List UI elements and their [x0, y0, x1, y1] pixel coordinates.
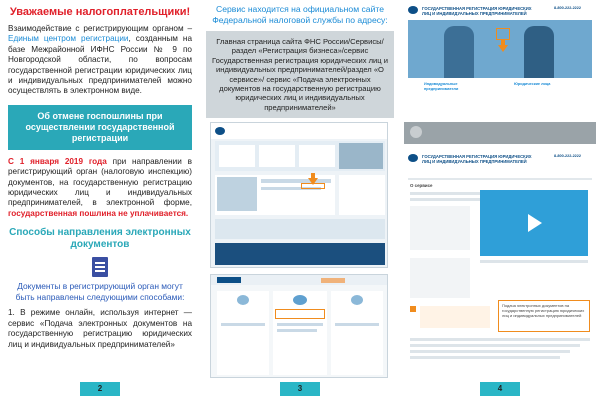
shot1-phone: 8-800-222-2222	[554, 6, 582, 10]
page-number: 4	[480, 382, 520, 396]
fns-logo-icon	[408, 154, 418, 162]
panel1-title: Уважаемые налогоплательщики!	[9, 6, 191, 18]
play-icon	[528, 214, 542, 232]
fns-homepage-screenshot	[210, 122, 388, 268]
page-number: 2	[80, 382, 120, 396]
shot2-phone: 8-800-222-2222	[554, 154, 582, 158]
shot2-callout[interactable]: Подача электронных документов на государственную регистрацию юридических лиц и индивидуальных предпринимателей	[502, 303, 585, 318]
about-service-screenshot	[404, 150, 596, 380]
fee-box-title: Об отмене госпошлины при осуществлении государственной регистрации	[8, 105, 192, 150]
panel1-intro	[8, 24, 192, 97]
business-services-screenshot	[210, 274, 388, 378]
arrow-down-icon	[498, 45, 508, 52]
fee-date: С 1 января 2019 года	[8, 156, 107, 166]
intro-text-b: , созданным на базе Межрайонной ИФНС России № 9 по Новгородской области, по вопросам государственной регистрации юридических лиц и индивидуальных предпринимателей можно осуществлять в электронном виде.	[8, 34, 192, 96]
fee-paragraph	[8, 157, 192, 219]
shot1-header: ГОСУДАРСТВЕННАЯ РЕГИСТРАЦИЯ ЮРИДИЧЕСКИХ ЛИЦ И ИНДИВИДУАЛЬНЫХ ПРЕДПРИНИМАТЕЛЕЙ	[422, 6, 532, 16]
service-path: Главная страница сайта ФНС России/Сервисы/ раздел «Регистрация бизнеса»/сервис Государственная регистрация юридических лиц и индивидуальных предпринимателей/раздел «О сервисе»/ сервис «Подача электронных документов на государственную регистрацию юридических лиц и индивидуальных предпринимателей»	[206, 31, 394, 118]
ways-title: Способы направления электронных документов	[9, 227, 191, 251]
shot2-header: ГОСУДАРСТВЕННАЯ РЕГИСТРАЦИЯ ЮРИДИЧЕСКИХ ЛИЦ И ИНДИВИДУАЛЬНЫХ ПРЕДПРИНИМАТЕЛЕЙ	[422, 154, 532, 164]
shot1-left-label: Индивидуальные предприниматели	[424, 82, 459, 91]
ways-subtitle: Документы в регистрирующий орган могут быть направлены следующими способами:	[15, 281, 185, 302]
man-figure	[444, 26, 474, 78]
highlight-about-link	[496, 28, 510, 40]
intro-link[interactable]: Единым центром регистрации	[8, 34, 129, 44]
registration-service-screenshot	[404, 2, 596, 106]
site-header	[211, 123, 387, 139]
arrow-down-icon	[308, 178, 318, 185]
fns-logo-icon	[408, 6, 418, 14]
document-icon	[92, 257, 108, 277]
panel-right	[400, 0, 600, 400]
shot2-section: О сервисе	[410, 183, 433, 188]
panel-middle	[200, 0, 400, 400]
page-number: 3	[280, 382, 320, 396]
shot1-right-label: Юридические лица	[514, 82, 551, 86]
fee-text: при направлении в регистрирующий орган (налоговую инспекцию) документов, на государственную регистрацию юридических лиц и индивидуальных предпринимателей, в электронной форме,	[8, 156, 192, 208]
fns-logo-icon	[215, 127, 225, 135]
panel-left	[0, 0, 200, 400]
fee-note: государственная пошлина не уплачивается.	[8, 208, 189, 218]
woman-figure	[524, 26, 554, 78]
way-item-1: 1. В режиме онлайн, используя интернет — сервис «Подача электронных документов на государственную регистрацию юридических лиц и индивидуальных предпринимателей»	[8, 308, 192, 349]
service-heading: Сервис находится на официальном сайте Федеральной налоговой службы по адресу:	[212, 4, 388, 25]
intro-text-a: Взаимодействие с регистрирующим органом –	[8, 24, 192, 33]
highlight-registration-link	[275, 309, 325, 319]
separator-strip	[404, 122, 596, 144]
